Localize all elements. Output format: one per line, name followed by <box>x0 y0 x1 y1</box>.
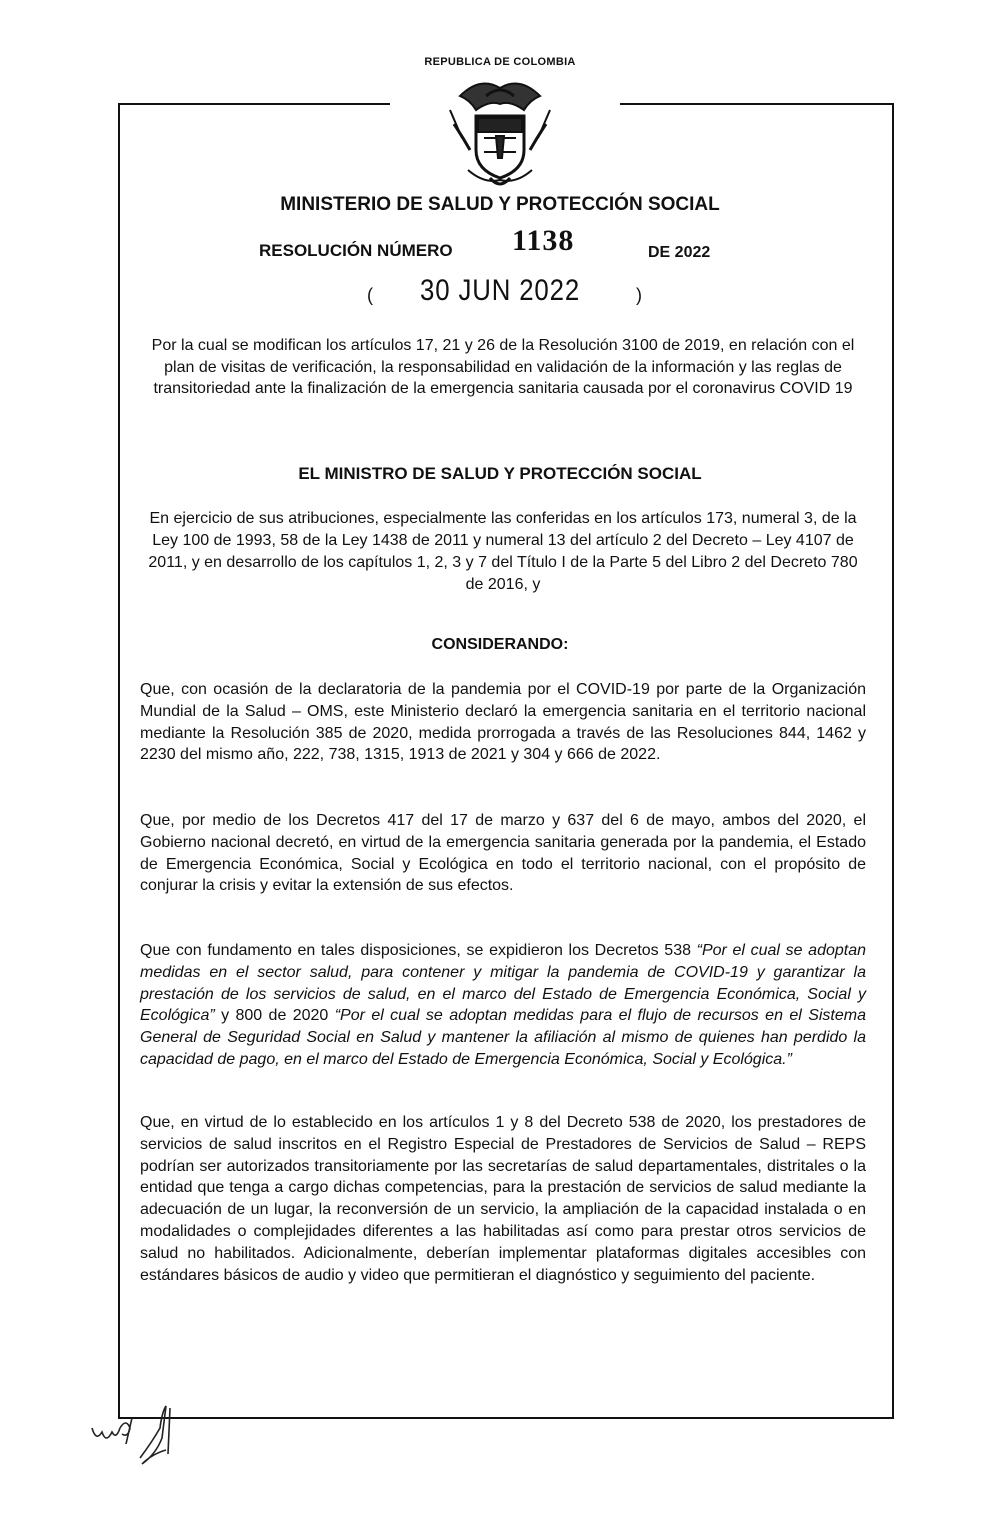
handwritten-initials-icon <box>86 1398 186 1478</box>
considering-paragraph-2: Que, por medio de los Decretos 417 del 17 de marzo y 637 del 6 de mayo, ambos del 2020, el Gobierno nacional decretó, en virtud de la emergencia sanitaria generada por la pandemia, el Estado de Emergencia Económica, Social y Ecológica en todo el territorio nacional, con el propósito de conjurar la crisis y evitar la extensión de sus efectos. <box>140 812 866 895</box>
resolution-label: RESOLUCIÓN NÚMERO <box>259 241 453 260</box>
decree-800-title: “Por el cual se adoptan medidas para el flujo de recursos en el Sistema General de Seguridad Social en Salud y mantener la afiliación al mismo de quienes han perdido la capacidad de pago, en el marco del Estado de Emergencia Económica, Social y Ecológica.” <box>140 1007 866 1068</box>
republic-label: REPUBLICA DE COLOMBIA <box>424 56 576 68</box>
considering-heading: CONSIDERANDO: <box>431 636 569 653</box>
date-close-paren: ) <box>636 285 642 305</box>
ministry-title: MINISTERIO DE SALUD Y PROTECCIÓN SOCIAL <box>280 194 720 215</box>
considering-paragraph-4: Que, en virtud de lo establecido en los artículos 1 y 8 del Decreto 538 de 2020, los prestadores de servicios de salud inscritos en el Registro Especial de Prestadores de Servicios de Salud – REPS podrían ser autorizados transitoriamente por las secretarías de salud departamentales, distritales o la entidad que tenga a cargo dichas competencias, para la prestación de servicios de salud mediante la adecuación de un lugar, la reconversión de un servicio, la ampliación de la capacidad instalada o en modalidades o complejidades diferentes a las habilitadas así como para prestar otros servicios de salud no habilitados. Adicionalmente, deberían implementar plataformas digitales accesibles con estándares básicos de audio y video que permitieran el diagnóstico y seguimiento del paciente. <box>140 1114 866 1284</box>
minister-heading: EL MINISTRO DE SALUD Y PROTECCIÓN SOCIAL <box>298 464 702 483</box>
paragraph-3-mid: y 800 de 2020 <box>214 1007 335 1025</box>
frame-top-rule-left <box>118 103 390 105</box>
resolution-date: 30 JUN 2022 <box>420 274 581 307</box>
frame-top-rule-right <box>620 103 892 105</box>
resolution-number: 1138 <box>512 224 575 257</box>
paragraph-3-intro: Que con fundamento en tales disposiciones, se expidieron los Decretos 538 <box>140 942 697 959</box>
date-open-paren: ( <box>367 285 373 305</box>
coat-of-arms-icon <box>440 66 560 196</box>
decree-538-title: “Por el cual se adoptan medidas en el sector salud, para contener y mitigar la pandemia de COVID-19 y garantizar la prestación de los servicios de salud, en el marco del Estado de Emergencia Económica, Social y Ecológica” <box>140 942 867 1025</box>
resolution-year: DE 2022 <box>648 244 711 261</box>
considering-paragraph-3 <box>140 940 866 1071</box>
authority-paragraph: En ejercicio de sus atribuciones, especialmente las conferidas en los artículos 173, numeral 3, de la Ley 100 de 1993, 58 de la Ley 1438 de 2011 y numeral 13 del artículo 2 del Decreto – Ley 4107 de 2011, y en desarrollo de los capítulos 1, 2, 3 y 7 del Título I de la Parte 5 del Libro 2 del Decreto 780 de 2016, y <box>148 510 858 593</box>
considering-paragraph-1: Que, con ocasión de la declaratoria de la pandemia por el COVID-19 por parte de la Organización Mundial de la Salud – OMS, este Ministerio declaró la emergencia sanitaria en el territorio nacional mediante la Resolución 385 de 2020, medida prorrogada a través de las Resoluciones 844, 1462 y 2230 del mismo año, 222, 738, 1315, 1913 de 2021 y 304 y 666 de 2022. <box>140 681 866 764</box>
resolution-summary: Por la cual se modifican los artículos 17, 21 y 26 de la Resolución 3100 de 2019, en relación con el plan de visitas de verificación, la responsabilidad en validación de la información y las reglas de transitoriedad ante la finalización de la emergencia sanitaria causada por el coronavirus COVID 19 <box>151 337 855 397</box>
